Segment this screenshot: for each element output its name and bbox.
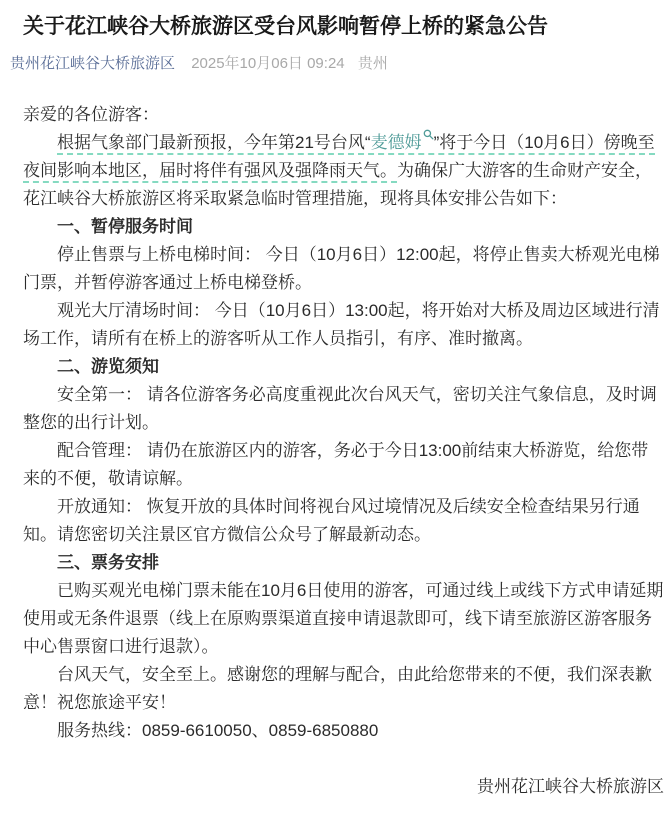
author-link[interactable]: 贵州花江峡谷大桥旅游区 <box>10 55 176 72</box>
section-heading-1: 一、暂停服务时间 <box>57 217 193 236</box>
greeting-line: 亲爱的各位游客： <box>23 105 159 124</box>
paragraph-ticket-refund: 已购买观光电梯门票未能在10月6日使用的游客，可通过线上或线下方式申请延期使用或无条件退票（线上在原购票渠道直接申请退款即可，线下请至旅游区游客服务中心售票窗口进行退款）。 <box>23 581 664 656</box>
intro-paragraph <box>23 129 664 213</box>
paragraph-safety-first: 安全第一： 请各位游客务必高度重视此次台风天气，密切关注气象信息，及时调整您的出行计划。 <box>23 385 657 432</box>
search-icon <box>422 133 434 144</box>
section-heading-2: 二、游览须知 <box>57 357 159 376</box>
search-term-link[interactable] <box>371 133 434 152</box>
publish-location: 贵州 <box>357 55 388 72</box>
byline <box>10 54 659 74</box>
intro-rest: 为确保广大游客的生命财产安全，花江峡谷大桥旅游区将采取紧急临时管理措施，现将具体安排公告如下： <box>23 161 652 208</box>
publish-datetime: 2025年10月06日 09:24 <box>191 55 345 72</box>
article-body <box>23 101 664 801</box>
service-hotline: 服务热线：0859-6610050、0859-6850880 <box>57 721 379 740</box>
paragraph-cooperate-management: 配合管理： 请仍在旅游区内的游客，务必于今日13:00前结束大桥游览，给您带来的不便，敬请谅解。 <box>23 441 649 488</box>
page-title: 关于花江峡谷大桥旅游区受台风影响暂停上桥的紧急公告 <box>23 15 548 38</box>
intro-text-after-link: ”将于今日（10月6日）傍晚至夜间影响本地区，届时将伴有强风及强降雨天气。 <box>23 133 655 180</box>
paragraph-stop-ticketing: 停止售票与上桥电梯时间： 今日（10月6日）12:00起，将停止售卖大桥观光电梯门票，并暂停游客通过上桥电梯登桥。 <box>23 245 660 292</box>
paragraph-hall-clearing: 观光大厅清场时间： 今日（10月6日）13:00起，将开始对大桥及周边区域进行清场工作，请所有在桥上的游客听从工作人员指引，有序、准时撤离。 <box>23 301 660 348</box>
signature: 贵州花江峡谷大桥旅游区 <box>477 777 664 796</box>
intro-text-before-link: 根据气象部门最新预报，今年第21号台风“ <box>57 133 371 152</box>
search-term-text: 麦德姆 <box>370 133 422 152</box>
section-heading-3: 三、票务安排 <box>57 553 159 572</box>
paragraph-apology: 台风天气，安全至上。感谢您的理解与配合，由此给您带来的不便，我们深表歉意！祝您旅途平安！ <box>23 665 652 712</box>
paragraph-reopen-notice: 开放通知： 恢复开放的具体时间将视台风过境情况及后续安全检查结果另行通知。请您密切关注景区官方微信公众号了解最新动态。 <box>23 497 640 544</box>
